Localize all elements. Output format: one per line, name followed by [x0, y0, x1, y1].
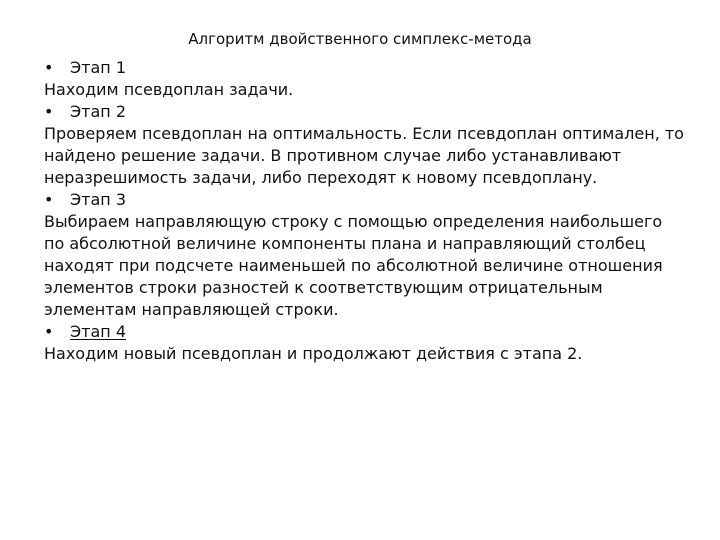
stage-heading-4: [44, 321, 684, 343]
slide-content: [44, 57, 684, 365]
stage-heading-2: [44, 101, 684, 123]
bullet-icon: •: [44, 102, 54, 121]
stage-heading-3: [44, 189, 684, 211]
stage-heading-1: [44, 57, 684, 79]
bullet-icon: •: [44, 190, 54, 209]
stage-label: Этап 2: [70, 102, 127, 121]
stage-text-3: Выбираем направляющую строку с помощью определения наибольшего по абсолютной величине компоненты плана и направляющий столбец находят при подсчете наименьшей по абсолютной величине отношения элементов строки разностей к соответствующим отрицательным элементам направляющей строки.: [44, 212, 663, 319]
stage-label: Этап 3: [70, 190, 127, 209]
stage-text-1: Находим псевдоплан задачи.: [44, 80, 294, 99]
stage-label: Этап 1: [70, 58, 127, 77]
bullet-icon: •: [44, 322, 54, 341]
slide-title: Алгоритм двойственного симплекс-метода: [188, 30, 532, 48]
stage-label: Этап 4: [70, 322, 127, 341]
stage-text-4: Находим новый псевдоплан и продолжают действия с этапа 2.: [44, 344, 583, 363]
stage-text-2: Проверяем псевдоплан на оптимальность. Если псевдоплан оптимален, то найдено решение задачи. В противном случае либо устанавливают неразрешимость задачи, либо переходят к новому псевдоплану.: [44, 124, 684, 187]
bullet-icon: •: [44, 58, 54, 77]
